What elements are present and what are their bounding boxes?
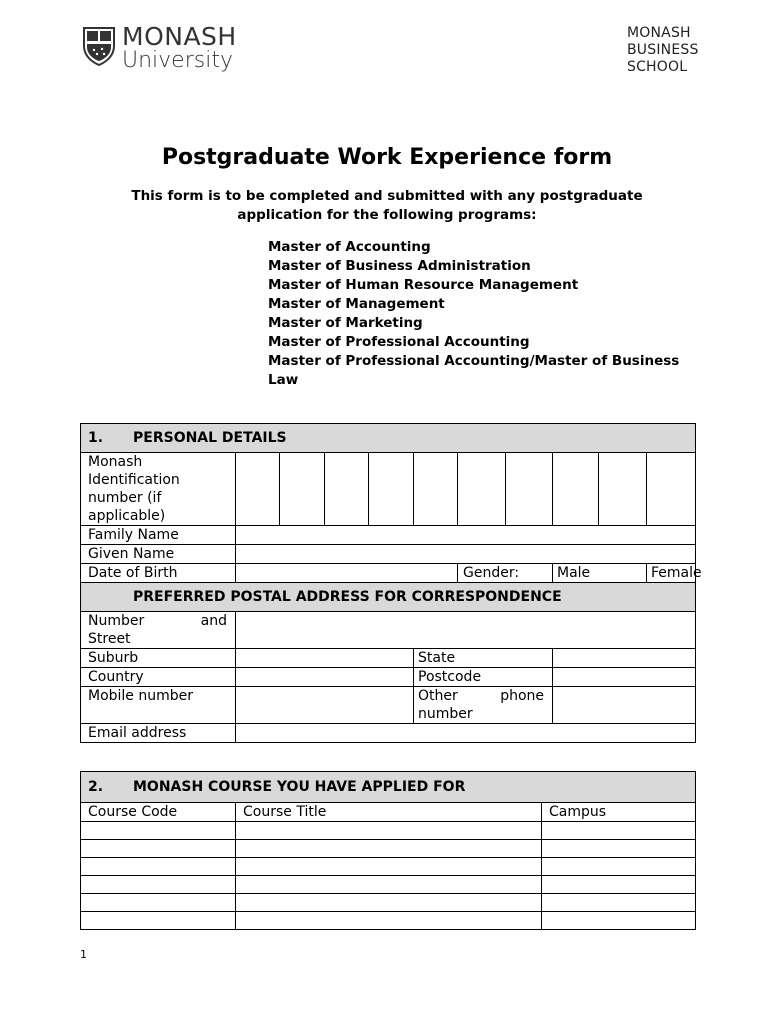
program-item: Master of Human Resource Management (268, 277, 579, 293)
campus-cell[interactable] (542, 822, 696, 840)
personal-details-table (80, 423, 702, 743)
other-phone-field[interactable] (553, 687, 696, 724)
table-row (81, 858, 696, 876)
mbs-line-1: MONASH (627, 25, 691, 41)
state-label: State (414, 649, 553, 668)
program-item: Master of Management (268, 296, 445, 312)
family-name-label: Family Name (81, 526, 236, 545)
mobile-field[interactable] (236, 687, 414, 724)
logo-line-2: University (122, 48, 233, 73)
country-field[interactable] (236, 668, 414, 687)
dob-field[interactable] (236, 564, 458, 583)
monash-id-digit-box[interactable] (599, 453, 647, 526)
postcode-field[interactable] (553, 668, 696, 687)
program-item: Master of Professional Accounting (268, 334, 530, 350)
section-1-number: 1. (88, 430, 104, 446)
monash-crest-logo (82, 26, 116, 66)
course-applied-table (80, 771, 696, 930)
course-title-cell[interactable] (236, 876, 542, 894)
section-2-title: MONASH COURSE YOU HAVE APPLIED FOR (133, 779, 466, 795)
program-item: Master of Professional Accounting/Master of Business Law (268, 353, 680, 388)
program-item: Master of Accounting (268, 239, 431, 255)
postal-address-header: PREFERRED POSTAL ADDRESS FOR CORRESPONDENCE (81, 583, 696, 612)
suburb-field[interactable] (236, 649, 414, 668)
table-row (81, 876, 696, 894)
course-code-cell[interactable] (81, 840, 236, 858)
suburb-label: Suburb (81, 649, 236, 668)
gender-male-option[interactable]: Male (553, 564, 647, 583)
campus-cell[interactable] (542, 894, 696, 912)
table-row (81, 840, 696, 858)
table-row (81, 894, 696, 912)
intro-line-1: This form is to be completed and submitted with any postgraduate (131, 188, 643, 204)
program-list (268, 238, 708, 390)
dob-label: Date of Birth (81, 564, 236, 583)
gender-label: Gender: (458, 564, 553, 583)
monash-id-digit-box[interactable] (458, 453, 506, 526)
table-row (81, 822, 696, 840)
given-name-field[interactable] (236, 545, 696, 564)
street-label-line-1: Number and (88, 613, 227, 629)
intro-line-2: application for the following programs: (237, 207, 537, 223)
course-title-cell[interactable] (236, 894, 542, 912)
page-title: Postgraduate Work Experience form (161, 145, 613, 170)
postcode-label: Postcode (414, 668, 553, 687)
page-number: 1 (80, 948, 87, 961)
given-name-label: Given Name (81, 545, 236, 564)
campus-cell[interactable] (542, 840, 696, 858)
state-field[interactable] (553, 649, 696, 668)
course-title-cell[interactable] (236, 822, 542, 840)
course-code-cell[interactable] (81, 912, 236, 930)
country-label: Country (81, 668, 236, 687)
monash-id-digit-box[interactable] (325, 453, 369, 526)
street-label (81, 612, 236, 649)
campus-header: Campus (542, 803, 696, 822)
section-2-number: 2. (88, 779, 104, 795)
table-row (81, 912, 696, 930)
course-code-cell[interactable] (81, 822, 236, 840)
other-phone-label (414, 687, 553, 724)
intro-text (90, 187, 684, 225)
course-title-cell[interactable] (236, 912, 542, 930)
monash-id-digit-box[interactable] (414, 453, 458, 526)
monash-university-logo (122, 24, 237, 72)
section-1-header (81, 424, 696, 453)
monash-id-digit-box[interactable] (369, 453, 414, 526)
course-code-cell[interactable] (81, 876, 236, 894)
program-item: Master of Business Administration (268, 258, 531, 274)
gender-female-option[interactable]: Female (647, 564, 696, 583)
email-field[interactable] (236, 724, 696, 743)
campus-cell[interactable] (542, 858, 696, 876)
section-2-header (81, 772, 696, 803)
monash-id-digit-box[interactable] (236, 453, 280, 526)
monash-id-digit-box[interactable] (553, 453, 599, 526)
program-item: Master of Marketing (268, 315, 423, 331)
other-phone-label-line-1: Other phone (418, 688, 544, 704)
monash-business-school-logo (627, 25, 699, 76)
family-name-field[interactable] (236, 526, 696, 545)
section-1-title: PERSONAL DETAILS (133, 430, 287, 446)
street-field[interactable] (236, 612, 696, 649)
course-title-cell[interactable] (236, 858, 542, 876)
other-phone-label-line-2: number (418, 706, 473, 722)
mbs-line-2: BUSINESS (627, 42, 699, 58)
monash-id-label: Monash Identification number (if applicable) (81, 453, 236, 526)
course-code-header: Course Code (81, 803, 236, 822)
campus-cell[interactable] (542, 876, 696, 894)
email-label: Email address (81, 724, 236, 743)
monash-id-digit-box[interactable] (506, 453, 553, 526)
logo-line-1: MONASH (122, 22, 237, 51)
course-title-header: Course Title (236, 803, 542, 822)
course-code-cell[interactable] (81, 858, 236, 876)
monash-id-digit-box[interactable] (280, 453, 325, 526)
campus-cell[interactable] (542, 912, 696, 930)
mobile-label: Mobile number (81, 687, 236, 724)
street-label-line-2: Street (88, 631, 131, 647)
course-title-cell[interactable] (236, 840, 542, 858)
mbs-line-3: SCHOOL (627, 59, 688, 75)
course-code-cell[interactable] (81, 894, 236, 912)
monash-id-digit-box[interactable] (647, 453, 696, 526)
